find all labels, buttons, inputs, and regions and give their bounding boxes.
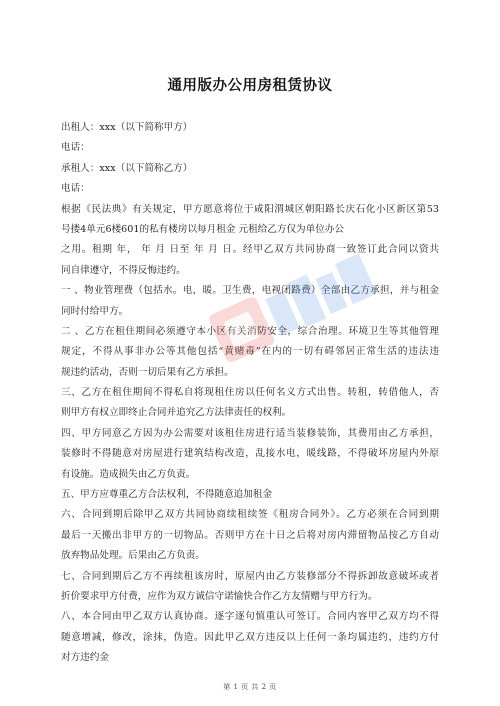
text-line: 对方违约金 — [61, 652, 109, 664]
text-line: 三、乙方在租住期间不得私自将现租住房以任何名义方式出售。转租，转借他人，否 — [61, 387, 439, 399]
text-line: 规定，不得从事非办公等其他包括“黄赌毒”在内的一切有碍邻居正常生活的违法违 — [61, 346, 439, 358]
text-line: 根据《民法典》有关规定，甲方愿意将位于咸阳渭城区朝阳路长庆石化小区新区第53 — [61, 203, 439, 215]
text-line: 有设施。造成损失由乙方负责。 — [61, 468, 196, 480]
text-line: 同时付给甲方。 — [61, 305, 129, 317]
text-line: 装修时不得随意对房屋进行建筑结构改造，乱接水电，暖线路，不得破坏房屋内外原 — [61, 448, 439, 460]
text-line: 号搂4单元6楼601的私有楼房以每月租金 元租给乙方仅为单位办公 — [61, 223, 345, 235]
text-line: 五、甲方应尊重乙方合法权利，不得随意追加租金 — [61, 489, 273, 501]
text-line: 折价要求甲方付费，应作为双方诚信守诺愉快合作乙方友情赠与甲方行为。 — [61, 590, 378, 602]
text-line: 规违约活动，否则一切后果有乙方承担。 — [61, 366, 234, 378]
text-line: 电话： — [61, 142, 90, 154]
page-number-footer: 第 1 页 共 2 页 — [223, 683, 277, 691]
text-line: 最后一天搬出非甲方的一切物品。否则甲方在十日之后将对房内滞留物品按乙方自动 — [61, 529, 439, 541]
text-line: 出租人：xxx（以下简称甲方） — [61, 122, 193, 133]
text-line: 一 、物业管理费（包括水。电，暖。卫生费，电视闭路费）全部由乙方承担，并与租金 — [61, 285, 439, 297]
text-line: 则甲方有权立即终止合同并追究乙方法律责任的权利。 — [61, 407, 292, 419]
text-line: 承租人：xxx（以下简称乙方） — [61, 162, 193, 174]
text-line: 同自律遵守，不得反悔违约。 — [61, 264, 186, 276]
text-line: 四、甲方同意乙方因为办公需要对该租住房进行适当装修装饰，其费用由乙方承担， — [61, 427, 439, 439]
document-body — [61, 118, 439, 669]
text-line: 六、合同到期后除甲乙双方共同协商续租续签《租房合同外》。乙方必须在合同到期 — [61, 509, 439, 521]
text-line: 七、合同到期后乙方不再续租该房时，原屋内由乙方装修部分不得拆卸故意破坏或者 — [61, 570, 439, 582]
document-title: 通用版办公用房租赁协议 — [167, 78, 333, 94]
text-line: 八、本合同由甲乙双方认真协商。逐字逐句慎重认可签订。合同内容甲乙双方均不得 — [61, 611, 439, 623]
text-line: 二 、乙方在租住期间必须遵守本小区有关消防安全，综合治理。环境卫生等其他管理 — [61, 325, 439, 337]
text-line: 随意增减，修改，涂抹，伪造。因此甲乙双方违反以上任何一条均属违约，违约方付 — [61, 631, 439, 643]
text-line: 之用。租期 年， 年 月 日至 年 月 日。经甲乙双方共同协商一致签订此合同以资共 — [61, 244, 439, 256]
text-line: 放弃物品处理。后果由乙方负责。 — [61, 550, 205, 562]
text-line: 电话： — [61, 183, 90, 195]
